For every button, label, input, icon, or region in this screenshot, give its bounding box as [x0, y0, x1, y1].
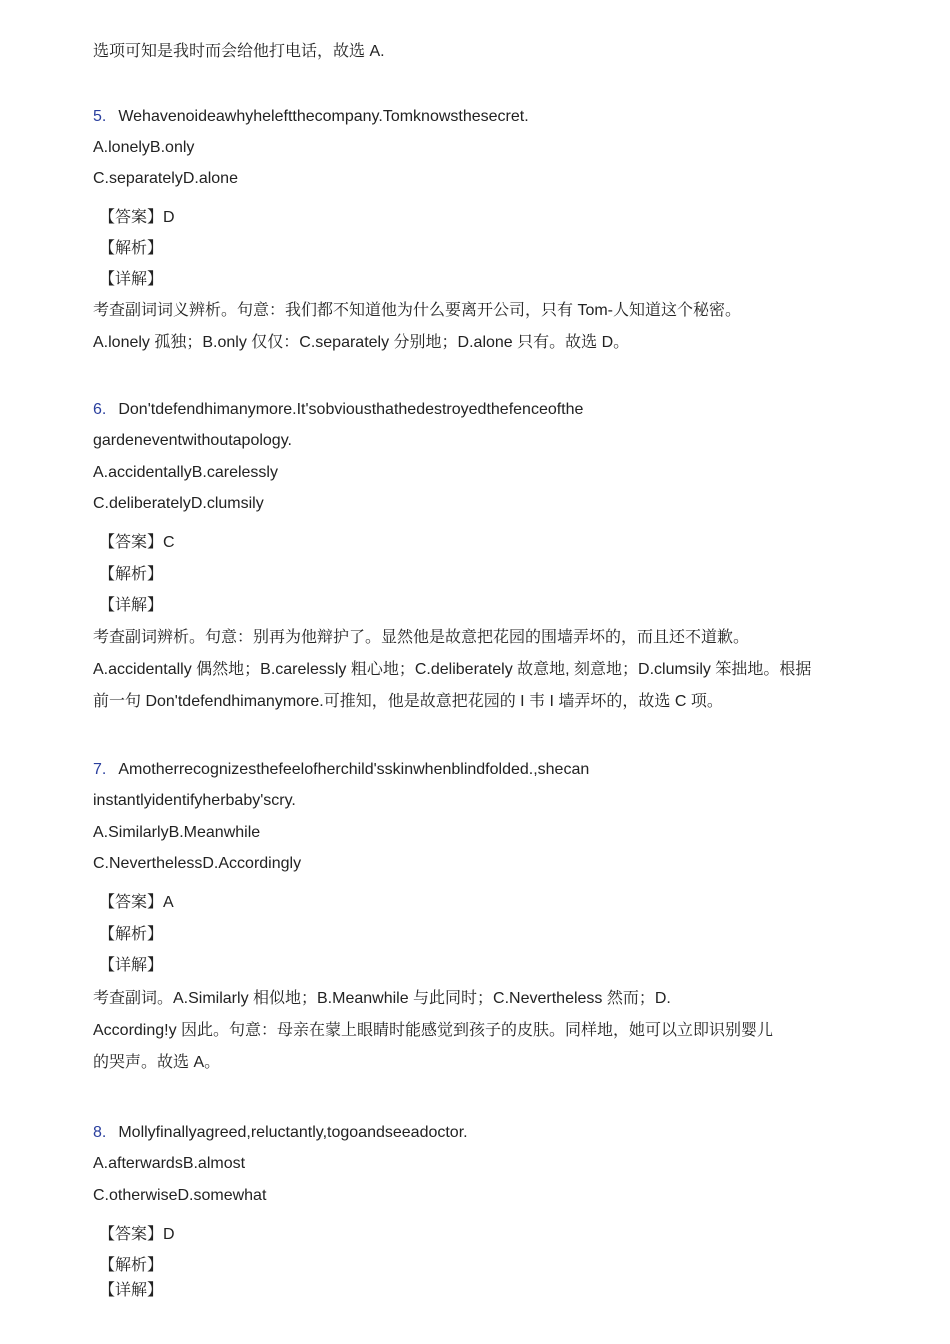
detail-line: 考查副词辨析。句意：别再为他辩护了。显然他是故意把花园的围墙弄坏的，而且还不道歉。 [93, 629, 750, 646]
question-number: 8. [93, 1124, 107, 1141]
detail-line: According!y 因此。句意：母亲在蒙上眼睛时能感觉到孩子的皮肤。同样地，她可以立即识别婴儿 [93, 1022, 774, 1039]
detail-label: 【详解】 [99, 1282, 164, 1299]
intro-text: 选项可知是我时而会给他打电话，故选 A. [93, 43, 385, 60]
detail-line: 考查副词。A.Similarly 相似地；B.Meanwhile 与此同时；C.Nevertheless 然而；D. [93, 990, 671, 1007]
stem-line: Mollyfinallyagreed,reluctantly,togoandseeadoctor. [118, 1124, 468, 1141]
question-number: 5. [93, 108, 107, 125]
option-line: A.accidentallyB.carelessly [93, 464, 278, 481]
option-line: C.deliberatelyD.clumsily [93, 495, 264, 512]
stem-line: Don'tdefendhimanymore.It'sobviousthathedestroyedthefenceofthe [118, 401, 584, 418]
analysis-label: 【解析】 [99, 566, 164, 583]
question-number: 6. [93, 401, 107, 418]
option-line: C.NeverthelessD.Accordingly [93, 855, 302, 872]
answer-label: 【答案】D [99, 209, 175, 226]
analysis-label: 【解析】 [99, 240, 164, 257]
detail-line: 前一句 Don'tdefendhimanymore.可推知，他是故意把花园的 I 韦 I 墙弄坏的，故选 C 项。 [93, 693, 723, 710]
option-line: A.SimilarlyB.Meanwhile [93, 824, 261, 841]
option-line: C.separatelyD.alone [93, 170, 238, 187]
detail-line: 考查副词词义辨析。句意：我们都不知道他为什么要离开公司，只有 Tom-人知道这个秘密。 [93, 302, 742, 319]
stem-line: Amotherrecognizesthefeelofherchild'sskinwhenblindfolded.,shecan [118, 761, 590, 778]
question-7-stem [93, 759, 589, 781]
answer-label: 【答案】C [99, 534, 175, 551]
stem-line: gardeneventwithoutapology. [93, 432, 292, 449]
question-5-stem [93, 106, 529, 128]
detail-label: 【详解】 [99, 597, 164, 614]
analysis-label: 【解析】 [99, 926, 164, 943]
question-number: 7. [93, 761, 107, 778]
answer-label: 【答案】D [99, 1226, 175, 1243]
analysis-label: 【解析】 [99, 1257, 164, 1274]
option-line: C.otherwiseD.somewhat [93, 1187, 267, 1204]
detail-line: 的哭声。故选 A。 [93, 1054, 221, 1071]
stem-line: Wehavenoideawhyheleftthecompany.Tomknowsthesecret. [118, 108, 529, 125]
detail-line: A.lonely 孤独；B.only 仅仅：C.separately 分别地；D.alone 只有。故选 D。 [93, 334, 630, 351]
detail-label: 【详解】 [99, 957, 164, 974]
stem-line: instantlyidentifyherbaby'scry. [93, 792, 296, 809]
option-line: A.lonelyB.only [93, 139, 195, 156]
question-6-stem [93, 399, 583, 421]
option-line: A.afterwardsB.almost [93, 1155, 246, 1172]
answer-label: 【答案】A [99, 894, 174, 911]
detail-line: A.accidentally 偶然地；B.carelessly 粗心地；C.deliberately 故意地, 刻意地；D.clumsily 笨拙地。根据 [93, 661, 812, 678]
question-8-stem [93, 1122, 468, 1144]
detail-label: 【详解】 [99, 271, 164, 288]
